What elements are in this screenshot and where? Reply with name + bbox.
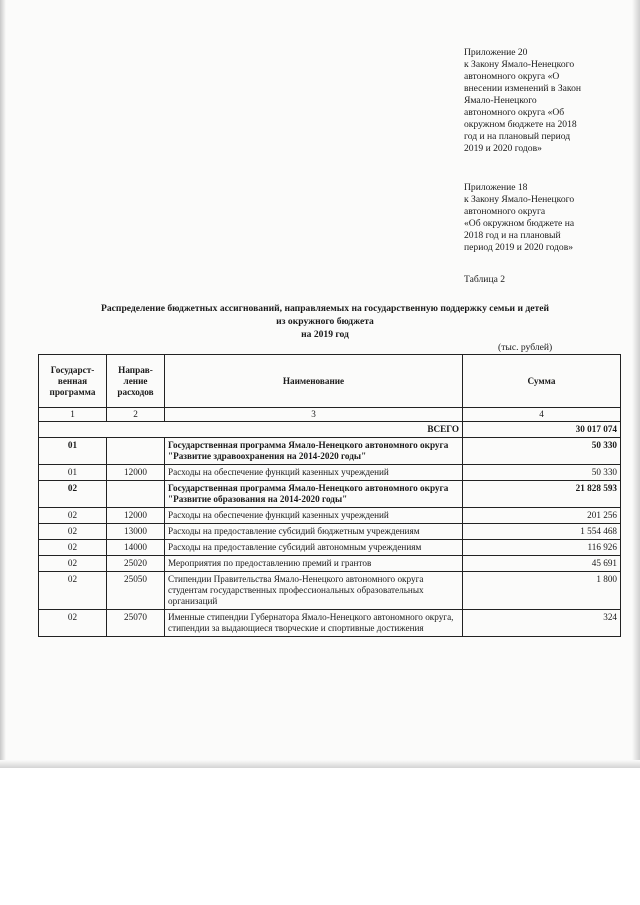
table-row (39, 572, 621, 610)
appendix-20-line: автономного округа «Об (464, 107, 565, 118)
appendix-20-line: внесении изменений в Закон (464, 83, 582, 94)
header-name: Наименование (165, 355, 463, 408)
scan-shadow-left (0, 0, 6, 768)
appendix-20-line: окружном бюджете на 2018 (464, 119, 577, 130)
appendix-18-block (464, 182, 624, 254)
direction-code-cell: 25070 (107, 610, 165, 637)
direction-code-cell: 12000 (107, 465, 165, 481)
direction-code-cell (107, 438, 165, 465)
appendix-20-line: к Закону Ямало-Ненецкого (464, 59, 575, 70)
column-number: 3 (165, 408, 463, 422)
table-row (39, 610, 621, 637)
program-code-cell: 02 (39, 540, 107, 556)
document-title-line-1: Распределение бюджетных ассигнований, направляемых на государственную поддержку семьи и детей (101, 303, 549, 314)
appendix-18-line: период 2019 и 2020 годов» (464, 242, 574, 253)
column-number: 2 (107, 408, 165, 422)
sum-cell: 1 554 468 (463, 524, 621, 540)
header-program: Государст-венная программа (39, 355, 107, 408)
document-title-line-2: из окружного бюджета (276, 316, 374, 327)
budget-table (38, 354, 621, 637)
direction-code-cell: 14000 (107, 540, 165, 556)
units-label: (тыс. рублей) (498, 342, 553, 353)
appendix-18-line: «Об окружном бюджете на (464, 218, 575, 229)
program-code-cell: 02 (39, 572, 107, 610)
name-cell: Расходы на обеспечение функций казенных учреждений (165, 465, 463, 481)
sum-cell: 45 691 (463, 556, 621, 572)
total-row (39, 422, 621, 438)
appendix-20-line: 2019 и 2020 годов» (464, 143, 542, 154)
table-number: Таблица 2 (464, 274, 506, 285)
table-row (39, 556, 621, 572)
appendix-20-line: автономного округа «О (464, 71, 560, 82)
name-cell: Именные стипендии Губернатора Ямало-Ненецкого автономного округа, стипендии за выдающиеся творческие и спортивные достижения (165, 610, 463, 637)
name-cell: Стипендии Правительства Ямало-Ненецкого автономного округа студентам государственных профессиональных образовательных организаций (165, 572, 463, 610)
direction-code-cell: 25050 (107, 572, 165, 610)
program-code-cell: 01 (39, 438, 107, 465)
appendix-20-line: Приложение 20 (464, 47, 528, 58)
appendix-18-line: Приложение 18 (464, 182, 528, 193)
table-row (39, 524, 621, 540)
sum-cell: 50 330 (463, 465, 621, 481)
table-row (39, 540, 621, 556)
total-label: ВСЕГО (39, 422, 463, 438)
sum-cell: 21 828 593 (463, 481, 621, 508)
table-header-row (39, 355, 621, 408)
program-code-cell: 02 (39, 556, 107, 572)
name-cell: Государственная программа Ямало-Ненецкого автономного округа "Развитие образования на 2014-2020 годы" (165, 481, 463, 508)
direction-code-cell (107, 481, 165, 508)
direction-code-cell: 12000 (107, 508, 165, 524)
program-code-cell: 02 (39, 610, 107, 637)
column-number-row (39, 408, 621, 422)
header-sum: Сумма (463, 355, 621, 408)
total-value: 30 017 074 (463, 422, 621, 438)
appendix-18-line: автономного округа (464, 206, 546, 217)
sum-cell: 1 800 (463, 572, 621, 610)
name-cell: Государственная программа Ямало-Ненецкого автономного округа "Развитие здравоохранения на 2014-2020 годы" (165, 438, 463, 465)
appendix-18-line: к Закону Ямало-Ненецкого (464, 194, 575, 205)
direction-code-cell: 13000 (107, 524, 165, 540)
program-code-cell: 02 (39, 481, 107, 508)
appendix-20-block (464, 47, 624, 155)
scan-shadow-right (632, 0, 640, 768)
header-direction: Направ-ление расходов (107, 355, 165, 408)
table-row (39, 438, 621, 465)
appendix-18-line: 2018 год и на плановый (464, 230, 561, 241)
program-code-cell: 02 (39, 524, 107, 540)
table-row (39, 481, 621, 508)
appendix-20-line: год и на плановый период (464, 131, 571, 142)
sum-cell: 50 330 (463, 438, 621, 465)
sum-cell: 324 (463, 610, 621, 637)
program-code-cell: 01 (39, 465, 107, 481)
name-cell: Расходы на обеспечение функций казенных учреждений (165, 508, 463, 524)
name-cell: Расходы на предоставление субсидий бюджетным учреждениям (165, 524, 463, 540)
column-number: 4 (463, 408, 621, 422)
sum-cell: 116 926 (463, 540, 621, 556)
column-number: 1 (39, 408, 107, 422)
scan-shadow-bottom (0, 760, 640, 768)
document-title-line-3: на 2019 год (301, 329, 349, 340)
name-cell: Расходы на предоставление субсидий автономным учреждениям (165, 540, 463, 556)
appendix-20-line: Ямало-Ненецкого (464, 95, 537, 106)
sum-cell: 201 256 (463, 508, 621, 524)
direction-code-cell: 25020 (107, 556, 165, 572)
table-row (39, 508, 621, 524)
program-code-cell: 02 (39, 508, 107, 524)
table-row (39, 465, 621, 481)
name-cell: Мероприятия по предоставлению премий и грантов (165, 556, 463, 572)
